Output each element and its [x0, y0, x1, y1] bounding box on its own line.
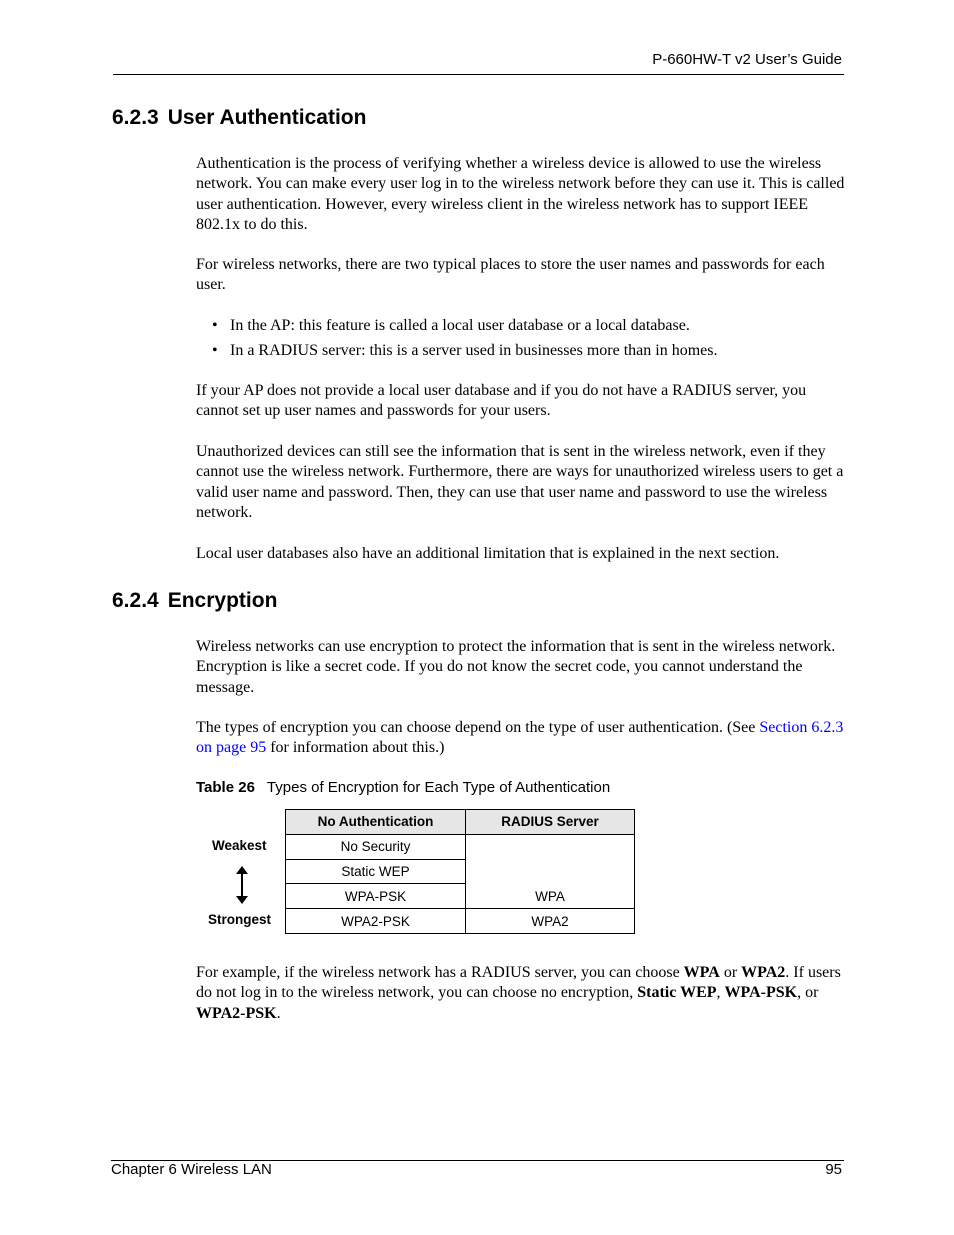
paragraph-with-link — [196, 718, 846, 759]
bold-term: WPA2-PSK — [196, 1004, 277, 1022]
section-number: 6.2.3 — [112, 106, 159, 129]
section-cross-reference-link[interactable]: Section 6.2.3 on page 95 — [196, 719, 844, 757]
table-row — [286, 909, 635, 934]
paragraph-text: . If users do not log in to the wireless network, you can choose no encryption, — [196, 964, 841, 1002]
paragraph: If your AP does not provide a local user database and if you do not have a RADIUS server, you cannot set up user names and passwords for your users. — [196, 382, 807, 420]
table-cell: WPA — [466, 834, 635, 908]
paragraph-text: , — [716, 984, 725, 1002]
section-title: User Authentication — [167, 106, 367, 129]
bullet-item — [212, 341, 717, 361]
paragraph-text: . — [276, 1004, 281, 1022]
paragraph: Local user databases also have an additional limitation that is explained in the next section. — [196, 545, 780, 562]
bullet-marker: • — [212, 317, 218, 334]
paragraph-text: For example, if the wireless network has a RADIUS server, you can choose — [196, 964, 684, 981]
paragraph — [196, 963, 846, 1024]
encryption-types-table — [285, 809, 635, 934]
bullet-item — [212, 316, 690, 336]
column-header-no-authentication: No Authentication — [286, 810, 466, 835]
section-title: Encryption — [167, 589, 278, 612]
table-caption — [196, 779, 610, 796]
column-header-radius-server: RADIUS Server — [466, 810, 635, 835]
table-header-row — [286, 810, 635, 835]
bullet-text: In the AP: this feature is called a local user database or a local database. — [230, 317, 690, 334]
table-row — [286, 834, 635, 859]
weakest-label: Weakest — [212, 838, 267, 853]
header-rule — [113, 74, 844, 75]
table-cell: No Security — [286, 834, 466, 859]
section-number: 6.2.4 — [112, 589, 159, 612]
paragraph-text: or — [719, 964, 742, 981]
section-heading-encryption — [112, 589, 277, 613]
paragraph: For wireless networks, there are two typical places to store the user names and passwords for each user. — [196, 256, 825, 294]
table-title: Types of Encryption for Each Type of Authentication — [266, 779, 611, 796]
section-heading-user-authentication — [112, 106, 366, 130]
bullet-text: In a RADIUS server: this is a server used in businesses more than in homes. — [230, 342, 718, 359]
bullet-marker: • — [212, 342, 218, 359]
strongest-label: Strongest — [208, 912, 272, 927]
table-cell: WPA2 — [466, 909, 635, 934]
table-cell: WPA-PSK — [286, 884, 466, 909]
paragraph: Wireless networks can use encryption to protect the information that is sent in the wireless network. Encryption is like a secret code. If you do not know the secret code, you cannot understand the message. — [196, 638, 836, 696]
footer-page-number: 95 — [825, 1161, 842, 1178]
bold-term: WPA2 — [741, 964, 786, 981]
paragraph-text: for information about this.) — [266, 739, 445, 757]
paragraph: Authentication is the process of verifying whether a wireless device is allowed to use the wireless network. You can make every user log in to the wireless network before they can use it. This is called user authentication. However, every wireless client in the wireless network has to support IEEE 802.1x to do this. — [196, 155, 845, 234]
paragraph: Unauthorized devices can still see the information that is sent in the wireless network, even if they cannot use the wireless network. Furthermore, there are ways for unauthorized wireless users to get a valid user name and password. Then, they can use that user name and password to use the wireless network. — [196, 443, 844, 522]
bold-term: WPA — [683, 964, 720, 981]
paragraph-text: , or — [797, 984, 819, 1002]
footer-chapter: Chapter 6 Wireless LAN — [111, 1161, 272, 1178]
table-cell: Static WEP — [286, 859, 466, 884]
bold-term: Static WEP — [637, 984, 717, 1002]
paragraph-text: The types of encryption you can choose depend on the type of user authentication. (See — [196, 719, 760, 736]
running-header: P-660HW-T v2 User’s Guide — [652, 51, 842, 68]
table-cell: WPA2-PSK — [286, 909, 466, 934]
strength-arrow-icon — [234, 866, 250, 904]
bold-term: WPA-PSK — [724, 984, 798, 1002]
table-number: Table 26 — [196, 779, 255, 796]
